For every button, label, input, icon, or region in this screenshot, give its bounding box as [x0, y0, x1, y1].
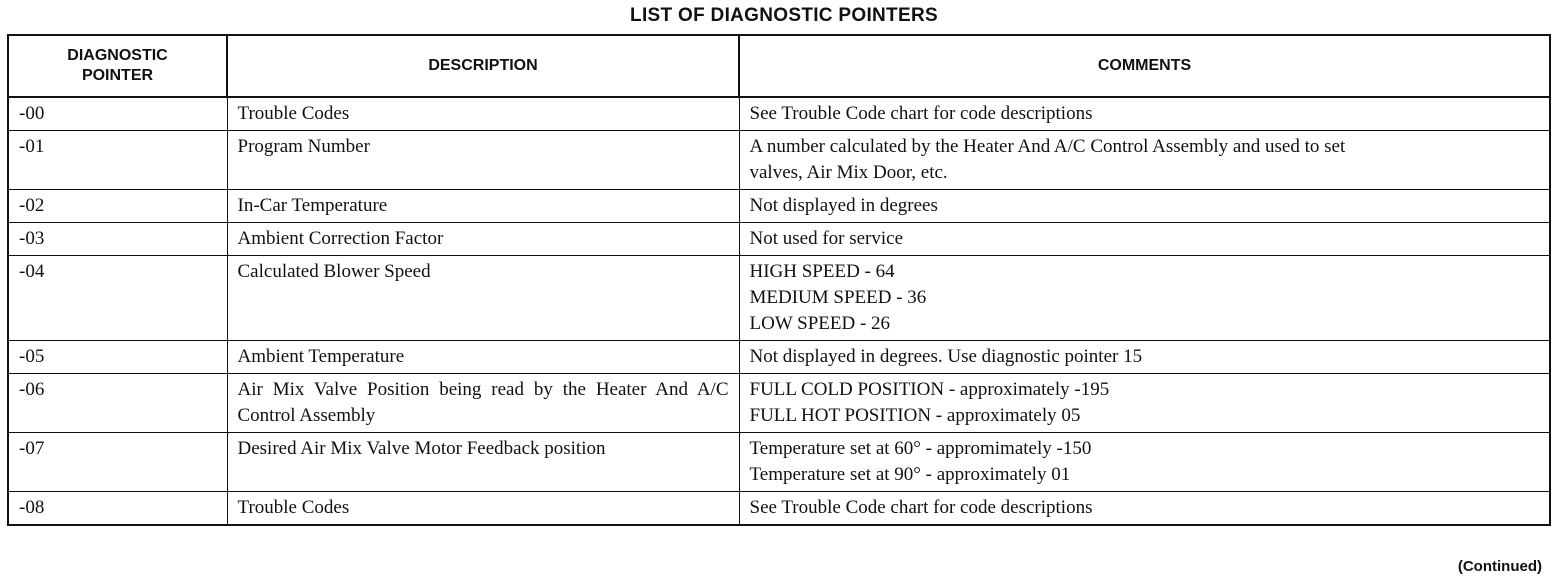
- table-row: [8, 97, 1550, 131]
- pointer-cell: -04: [8, 256, 227, 341]
- pointer-cell: -07: [8, 433, 227, 492]
- pointer-cell: -05: [8, 341, 227, 374]
- table-row: [8, 341, 1550, 374]
- diagnostic-pointers-table: [7, 34, 1551, 526]
- comment-line: Not displayed in degrees. Use diagnostic pointer 15: [749, 346, 1143, 367]
- table-header-row: [8, 35, 1550, 97]
- description-cell: Trouble Codes: [227, 97, 739, 131]
- table-row: [8, 433, 1550, 492]
- table-row: [8, 374, 1550, 433]
- comments-cell: [739, 492, 1550, 526]
- document-title: LIST OF DIAGNOSTIC POINTERS: [630, 5, 938, 26]
- comments-cell: [739, 131, 1550, 190]
- description-cell: Program Number: [227, 131, 739, 190]
- header-pointer-line2: POINTER: [81, 67, 154, 84]
- description-cell: Ambient Correction Factor: [227, 223, 739, 256]
- comment-line: valves, Air Mix Door, etc.: [749, 162, 948, 183]
- comment-line: FULL COLD POSITION - approximately -195: [749, 379, 1110, 400]
- comment-line: FULL HOT POSITION - approximately 05: [749, 405, 1081, 426]
- comments-cell: [739, 341, 1550, 374]
- pointer-cell: -08: [8, 492, 227, 526]
- comment-line: Not used for service: [749, 228, 904, 249]
- pointer-cell: -00: [8, 97, 227, 131]
- comments-cell: [739, 223, 1550, 256]
- continued-note: (Continued): [1457, 558, 1542, 575]
- header-comments: COMMENTS: [739, 35, 1550, 97]
- comment-line: LOW SPEED - 26: [749, 313, 891, 334]
- pointer-cell: -03: [8, 223, 227, 256]
- comments-cell: [739, 374, 1550, 433]
- comment-line: See Trouble Code chart for code descriptions: [749, 497, 1093, 518]
- comment-line: Temperature set at 90° - approximately 01: [749, 464, 1071, 485]
- comment-line: MEDIUM SPEED - 36: [749, 287, 927, 308]
- pointer-cell: -01: [8, 131, 227, 190]
- description-cell: Air Mix Valve Position being read by the Heater And A/C Control Assembly: [227, 374, 739, 433]
- description-cell: In-Car Temperature: [227, 190, 739, 223]
- header-description: DESCRIPTION: [227, 35, 739, 97]
- table-row: [8, 256, 1550, 341]
- comments-cell: [739, 190, 1550, 223]
- comments-cell: [739, 433, 1550, 492]
- comment-line: See Trouble Code chart for code descriptions: [749, 103, 1093, 124]
- table-row: [8, 223, 1550, 256]
- table-row: [8, 492, 1550, 526]
- comment-line: Temperature set at 60° - appromimately -150: [749, 438, 1092, 459]
- table-row: [8, 131, 1550, 190]
- description-cell: Calculated Blower Speed: [227, 256, 739, 341]
- header-diagnostic-pointer: [8, 35, 227, 97]
- description-cell: Desired Air Mix Valve Motor Feedback position: [227, 433, 739, 492]
- comments-cell: [739, 97, 1550, 131]
- header-pointer-line1: DIAGNOSTIC: [67, 47, 168, 64]
- comments-cell: [739, 256, 1550, 341]
- pointer-cell: -02: [8, 190, 227, 223]
- comment-line: HIGH SPEED - 64: [749, 261, 895, 282]
- table-row: [8, 190, 1550, 223]
- description-cell: Ambient Temperature: [227, 341, 739, 374]
- comment-line: Not displayed in degrees: [749, 195, 938, 216]
- pointer-cell: -06: [8, 374, 227, 433]
- description-cell: Trouble Codes: [227, 492, 739, 526]
- comment-line: A number calculated by the Heater And A/C Control Assembly and used to set: [749, 136, 1346, 157]
